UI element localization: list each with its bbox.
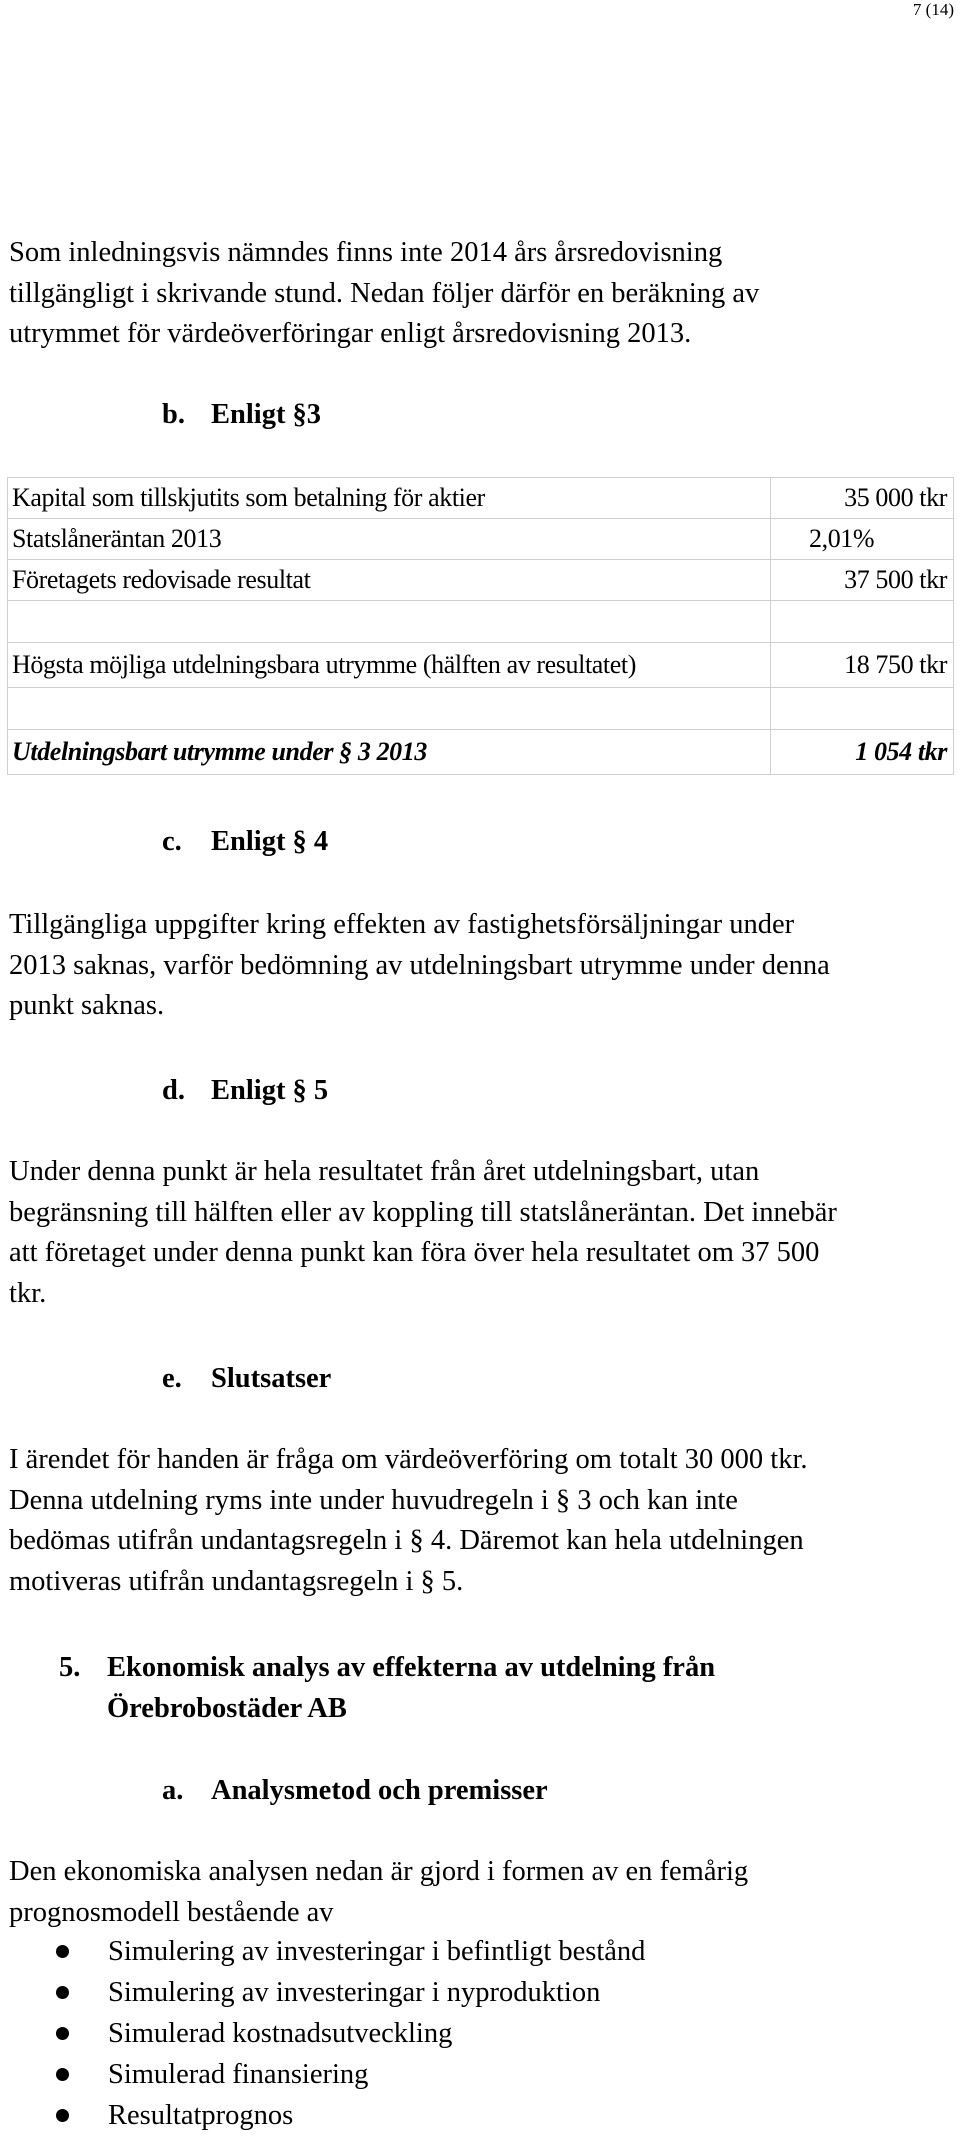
paragraph-line: prognosmodell bestående av	[9, 1896, 334, 1928]
heading-5-title-line2: Örebrobostäder AB	[107, 1693, 347, 1724]
list-item	[0, 1931, 645, 1972]
list-item-text: Simulering av investeringar i befintligt bestånd	[108, 1936, 646, 1967]
paragraph-line: bedömas utifrån undantagsregeln i § 4. Däremot kan hela utdelningen	[9, 1525, 804, 1556]
table-row	[8, 478, 954, 519]
table-cell-label: Utdelningsbart utrymme under § 3 2013	[8, 730, 771, 775]
table-cell-value: 2,01%	[771, 519, 954, 560]
intro-line: tillgängligt i skrivande stund. Nedan följer därför en beräkning av	[9, 277, 760, 309]
paragraph-line: I ärendet för handen är fråga om värdeöverföring om totalt 30 000 tkr.	[9, 1444, 808, 1475]
list-item-text: Simulerad finansiering	[108, 2059, 369, 2090]
table-cell-value: 18 750 tkr	[771, 643, 954, 688]
paragraph-line: motiveras utifrån undantagsregeln i § 5.	[9, 1565, 464, 1597]
paragraph-line: att företaget under denna punkt kan föra över hela resultatet om 37 500	[9, 1237, 820, 1268]
heading-b	[162, 395, 321, 435]
section-5a-paragraph	[9, 1852, 949, 1933]
list-item	[0, 2095, 645, 2136]
section-c-paragraph	[9, 905, 949, 1027]
heading-5a	[162, 1771, 548, 1811]
heading-b-title: Enligt §3	[211, 399, 322, 430]
bullet-icon	[56, 2027, 69, 2040]
table-cell-label: Företagets redovisade resultat	[8, 560, 771, 601]
list-item-text: Resultatprognos	[108, 2100, 294, 2131]
list-item	[0, 2054, 645, 2095]
heading-5-title-line1: Ekonomisk analys av effekterna av utdelning från	[107, 1652, 716, 1683]
bullet-icon	[56, 2109, 69, 2122]
paragraph-line: Den ekonomiska analysen nedan är gjord i formen av en femårig	[9, 1856, 749, 1887]
heading-d	[162, 1071, 328, 1111]
table-cell-value	[771, 601, 954, 643]
bullet-icon	[56, 1986, 69, 1999]
section-e-paragraph	[9, 1440, 949, 1602]
heading-d-letter: d.	[162, 1075, 185, 1106]
section-d-paragraph	[9, 1152, 949, 1314]
heading-e-letter: e.	[162, 1363, 182, 1394]
list-item-text: Simulering av investeringar i nyproduktion	[108, 1977, 601, 2008]
bullet-icon	[56, 2068, 69, 2081]
table-row	[8, 519, 954, 560]
table-cell-value: 37 500 tkr	[771, 560, 954, 601]
list-item	[0, 1972, 645, 2013]
heading-c-title: Enligt § 4	[211, 826, 329, 857]
heading-5a-title: Analysmetod och premisser	[211, 1775, 548, 1806]
calculation-table	[7, 477, 954, 775]
list-item-text: Simulerad kostnadsutveckling	[108, 2018, 453, 2049]
paragraph-line: punkt saknas.	[9, 990, 165, 1021]
heading-c-letter: c.	[162, 826, 182, 857]
paragraph-line: Under denna punkt är hela resultatet från året utdelningsbart, utan	[9, 1156, 760, 1187]
table-row	[8, 560, 954, 601]
paragraph-line: begränsning till hälften eller av koppling till statslåneräntan. Det innebär	[9, 1196, 837, 1228]
table-cell-label	[8, 601, 771, 643]
table-row-empty	[8, 601, 954, 643]
intro-paragraph	[9, 233, 949, 355]
heading-5-number: 5.	[59, 1652, 81, 1683]
heading-5a-letter: a.	[162, 1775, 184, 1806]
heading-d-title: Enligt § 5	[211, 1075, 329, 1106]
table-cell-label	[8, 688, 771, 730]
heading-e-title: Slutsatser	[211, 1363, 332, 1394]
table-cell-label: Statslåneräntan 2013	[8, 519, 771, 560]
table-row-total	[8, 730, 954, 775]
table-cell-value: 35 000 tkr	[771, 478, 954, 519]
table-cell-label: Högsta möjliga utdelningsbara utrymme (hälften av resultatet)	[8, 643, 771, 688]
intro-line: utrymmet för värdeöverföringar enligt årsredovisning 2013.	[9, 318, 692, 349]
heading-e	[162, 1359, 331, 1399]
page-number: 7 (14)	[912, 0, 954, 19]
heading-b-letter: b.	[162, 399, 185, 430]
heading-section-5	[59, 1647, 715, 1729]
paragraph-line: 2013 saknas, varför bedömning av utdelningsbart utrymme under denna	[9, 949, 830, 981]
table-cell-value	[771, 688, 954, 730]
bullet-icon	[56, 1945, 69, 1958]
bullet-list	[0, 1931, 645, 2136]
table-cell-label: Kapital som tillskjutits som betalning för aktier	[8, 478, 771, 519]
intro-line: Som inledningsvis nämndes finns inte 2014 års årsredovisning	[9, 237, 723, 268]
paragraph-line: Denna utdelning ryms inte under huvudregeln i § 3 och kan inte	[9, 1484, 738, 1516]
table-row	[8, 643, 954, 688]
paragraph-line: tkr.	[9, 1277, 47, 1309]
paragraph-line: Tillgängliga uppgifter kring effekten av fastighetsförsäljningar under	[9, 909, 795, 940]
table-cell-value: 1 054 tkr	[771, 730, 954, 775]
list-item	[0, 2013, 645, 2054]
table-row-empty	[8, 688, 954, 730]
heading-c	[162, 822, 328, 862]
